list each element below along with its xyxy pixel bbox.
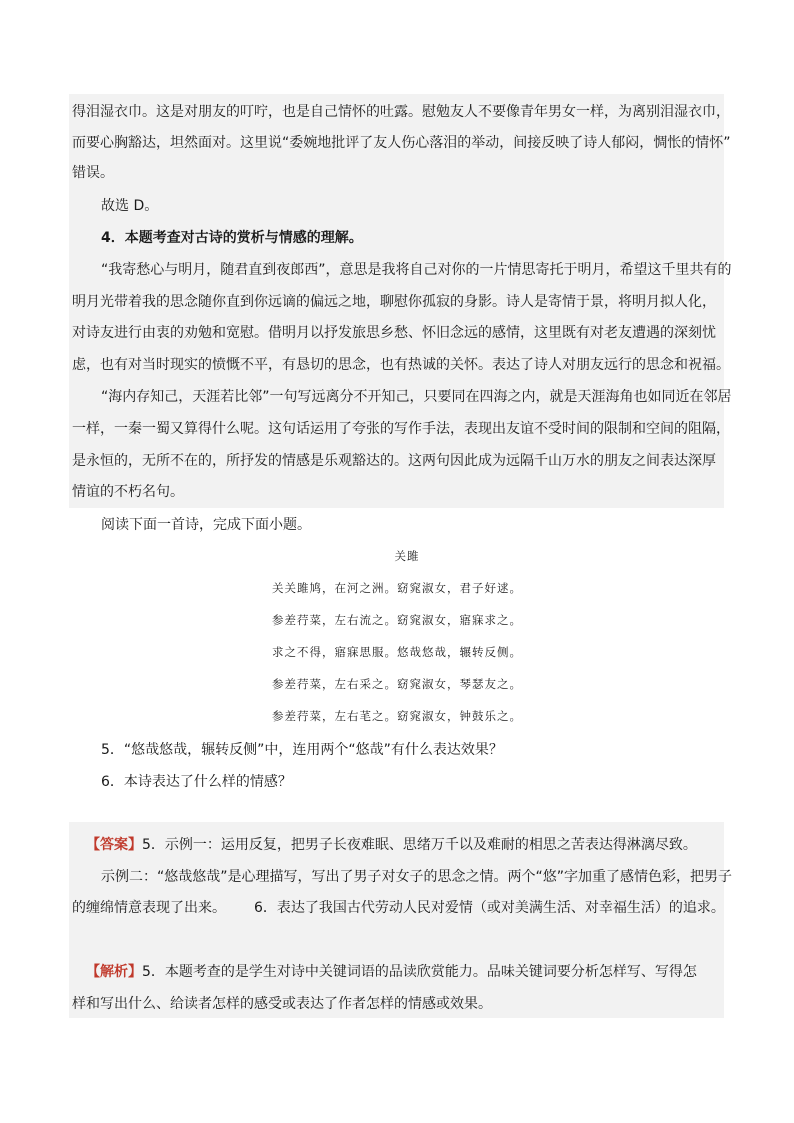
q4-para1-line-1: “我寄愁心与明月，随君直到夜郎西”，意思是我将自己对你的一片情思寄托于明月，希望这千里共有的 <box>101 262 732 278</box>
q4-para2-line-1: “海内存知己，天涯若比邻”一句写远离分不开知己，只要同在四海之内，就是天涯海角也如同近在邻居 <box>101 389 732 405</box>
answer-line-1 <box>86 835 697 855</box>
answer-line-2: 示例二：“悠哉悠哉”是心理描写，写出了男子对女子的思念之情。两个“悠”字加重了感情色彩，把男子 <box>101 869 733 885</box>
q4-heading: 4．本题考查对古诗的赏析与情感的理解。 <box>101 230 363 246</box>
q4-para2-line-4: 情谊的不朽名句。 <box>72 484 184 500</box>
question-6: 6．本诗表达了什么样的情感？ <box>101 774 292 790</box>
poem-line-3: 求之不得，寤寐思服。悠哉悠哉，辗转反侧。 <box>272 645 522 659</box>
conclusion: 故选 D。 <box>101 198 159 214</box>
intro-line-3: 错误。 <box>72 165 114 181</box>
answer-line-3 <box>72 898 725 918</box>
intro-line-1: 得泪湿衣巾。这是对朋友的叮咛，也是自己情怀的吐露。慰勉友人不要像青年男女一样，为离别泪湿衣巾， <box>72 104 730 120</box>
poem-line-1: 关关雎鸠，在河之洲。窈窕淑女，君子好逑。 <box>272 581 522 595</box>
answer-text-3b: 6．表达了我国古代劳动人民对爱情（或对美满生活、对幸福生活）的追求。 <box>254 900 725 916</box>
question-5: 5．“悠哉悠哉，辗转反侧”中，连用两个“悠哉”有什么表达效果？ <box>101 742 503 758</box>
poem-line-5: 参差荇菜，左右芼之。窈窕淑女，钟鼓乐之。 <box>272 709 522 723</box>
analysis-line-1 <box>86 962 697 982</box>
q4-para1-line-2: 明月光带着我的思念随你直到你远谪的偏远之地，聊慰你孤寂的身影。诗人是寄情于景，将明月拟人化， <box>72 294 716 310</box>
q4-para2-line-3: 是永恒的，无所不在的，所抒发的情感是乐观豁达的。这两句因此成为远隔千山万水的朋友之间表达深厚 <box>72 453 716 469</box>
intro-line-2: 而要心胸豁达，坦然面对。这里说“委婉地批评了友人伤心落泪的举动，间接反映了诗人郁闷，惆怅的情怀” <box>72 135 731 151</box>
analysis-tag: 【解析】 <box>86 964 142 980</box>
answer-text-1: 5．示例一：运用反复，把男子长夜难眠、思绪万千以及难耐的相思之苦表达得淋漓尽致。 <box>142 837 697 853</box>
poem-line-2: 参差荇菜，左右流之。窈窕淑女，寤寐求之。 <box>272 613 522 627</box>
answer-text-3a: 的缠绵情意表现了出来。 <box>72 900 226 916</box>
poem-title: 关雎 <box>394 549 420 563</box>
q4-para1-line-4: 虑，也有对当时现实的愤慨不平，有恳切的思念，也有热诚的关怀。表达了诗人对朋友远行的思念和祝福。 <box>72 357 730 373</box>
reading-instruction: 阅读下面一首诗，完成下面小题。 <box>101 517 311 533</box>
analysis-line-2: 样和写出什么、给读者怎样的感受或表达了作者怎样的情感或效果。 <box>72 996 492 1012</box>
analysis-text-1: 5．本题考查的是学生对诗中关键词语的品读欣赏能力。品味关键词要分析怎样写、写得怎 <box>142 964 697 980</box>
q4-para1-line-3: 对诗友进行由衷的劝勉和宽慰。借明月以抒发旅思乡愁、怀旧念远的感情，这里既有对老友遭遇的深刻忧 <box>72 325 716 341</box>
answer-tag: 【答案】 <box>86 837 142 853</box>
poem-line-4: 参差荇菜，左右采之。窈窕淑女，琴瑟友之。 <box>272 677 522 691</box>
q4-para2-line-2: 一样，一秦一蜀又算得什么呢。这句话运用了夸张的写作手法，表现出友谊不受时间的限制和空间的阻隔， <box>72 421 730 437</box>
